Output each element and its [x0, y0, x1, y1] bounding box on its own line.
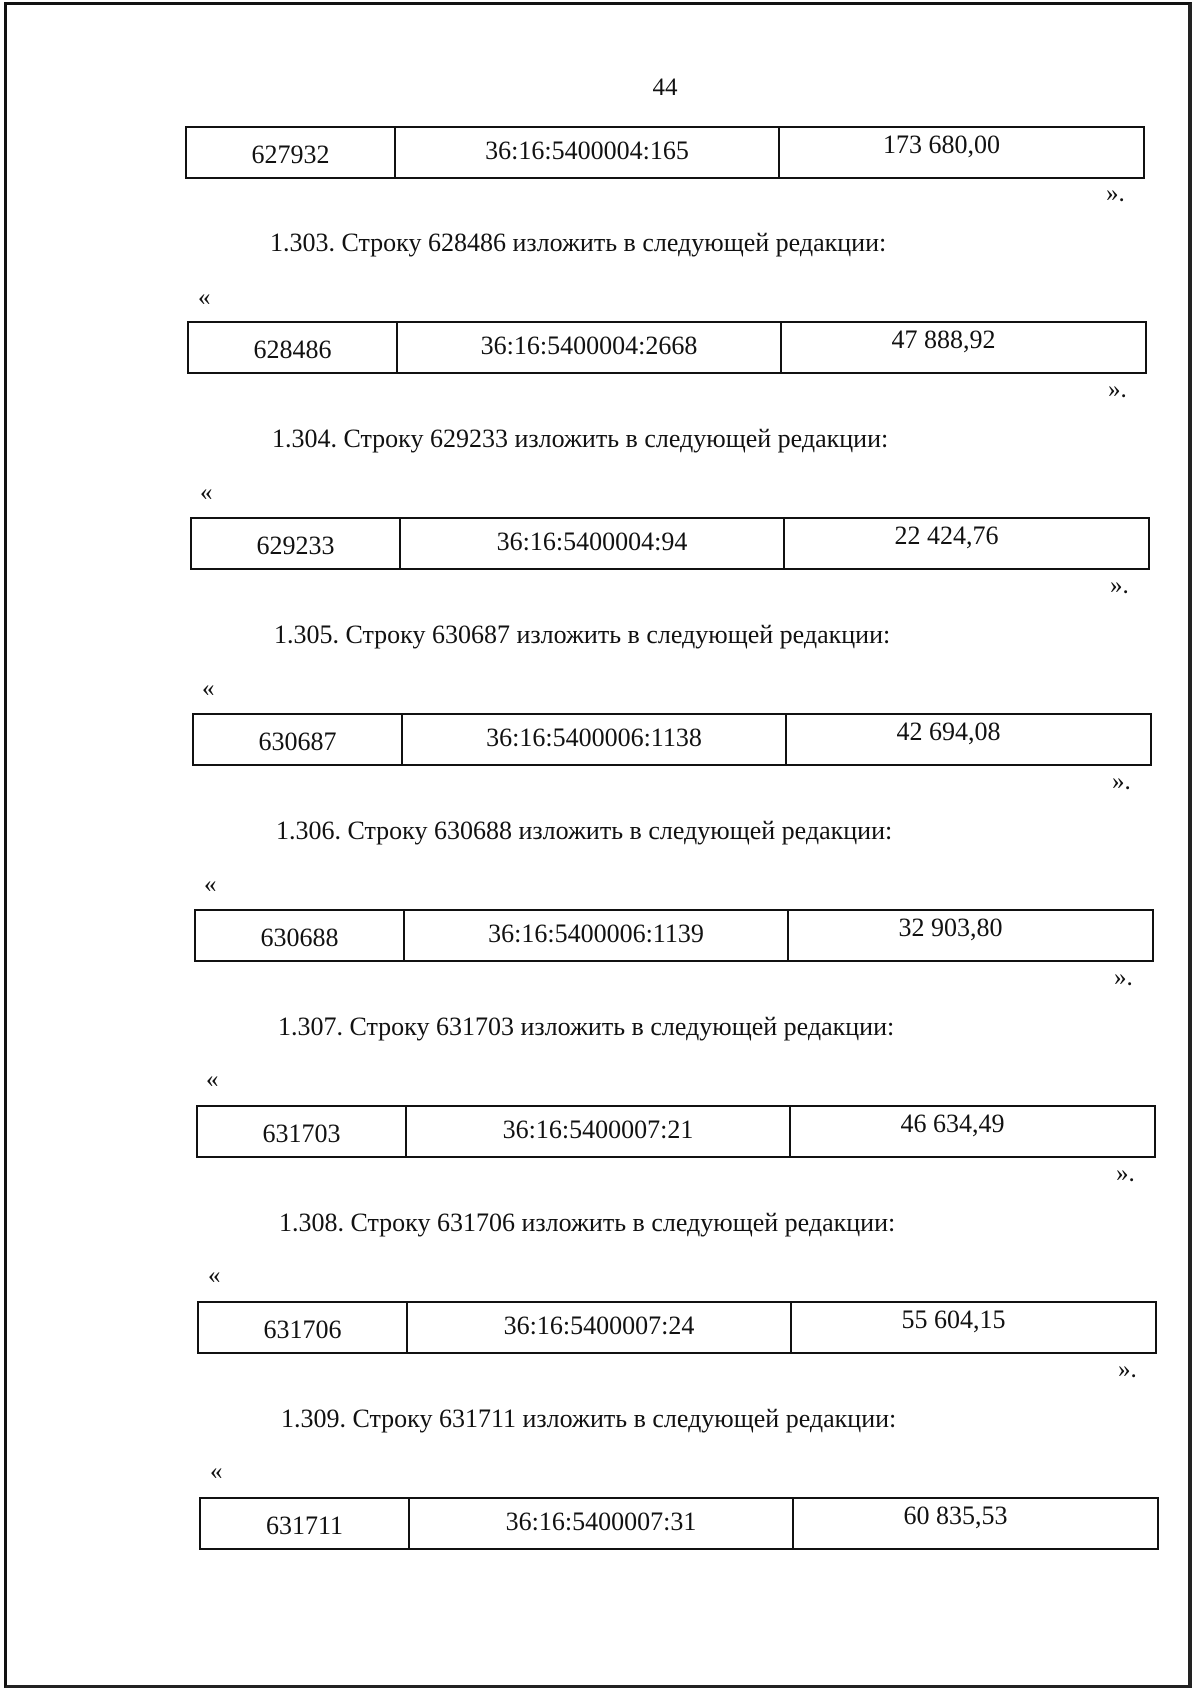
cell-cadastral: 36:16:5400007:24	[408, 1303, 792, 1352]
cell-code: 631711	[201, 1499, 410, 1548]
cell-code: 629233	[192, 519, 401, 568]
section-heading: 1.305. Строку 630687 изложить в следующей редакции:	[274, 620, 891, 649]
cell-cadastral: 36:16:5400004:94	[401, 519, 785, 568]
cell-cadastral: 36:16:5400004:165	[396, 128, 780, 177]
page-number: 44	[652, 74, 678, 101]
cell-cadastral: 36:16:5400004:2668	[398, 323, 782, 372]
closing-quote: ».	[1112, 768, 1131, 795]
closing-quote: ».	[1108, 376, 1127, 403]
cell-code: 628486	[189, 323, 398, 372]
opening-quote: «	[200, 479, 213, 506]
cell-value: 60 835,53	[903, 1501, 1008, 1530]
cell-cadastral: 36:16:5400006:1138	[403, 715, 787, 764]
cell-code: 630687	[194, 715, 403, 764]
opening-quote: «	[202, 675, 215, 702]
cell-value: 47 888,92	[891, 325, 996, 354]
cell-cadastral: 36:16:5400006:1139	[405, 911, 789, 960]
cell-code: 631703	[198, 1107, 407, 1156]
closing-quote: ».	[1106, 180, 1125, 207]
cell-code: 631706	[199, 1303, 408, 1352]
table-row	[196, 1105, 1156, 1158]
cell-value: 55 604,15	[901, 1305, 1006, 1334]
opening-quote: «	[206, 1066, 219, 1093]
cell-code: 627932	[187, 128, 396, 177]
cell-value: 46 634,49	[900, 1109, 1005, 1138]
section-heading: 1.303. Строку 628486 изложить в следующей редакции:	[270, 228, 887, 257]
cell-value: 32 903,80	[898, 913, 1003, 942]
table-row	[192, 713, 1152, 766]
opening-quote: «	[204, 871, 217, 898]
opening-quote: «	[198, 284, 211, 311]
cell-cadastral: 36:16:5400007:21	[407, 1107, 791, 1156]
table-row	[190, 517, 1150, 570]
table-row-first	[185, 126, 1145, 179]
closing-quote: ».	[1118, 1356, 1137, 1383]
cell-cadastral: 36:16:5400007:31	[410, 1499, 794, 1548]
section-heading: 1.307. Строку 631703 изложить в следующей редакции:	[278, 1012, 895, 1041]
section-heading: 1.309. Строку 631711 изложить в следующей редакции:	[281, 1404, 897, 1433]
cell-value: 173 680,00	[883, 130, 1000, 159]
opening-quote: «	[210, 1458, 223, 1485]
table-row	[187, 321, 1147, 374]
cell-value: 42 694,08	[896, 717, 1001, 746]
section-heading: 1.306. Строку 630688 изложить в следующей редакции:	[276, 816, 893, 845]
closing-quote: ».	[1116, 1160, 1135, 1187]
table-row	[199, 1497, 1159, 1550]
table-row	[197, 1301, 1157, 1354]
closing-quote: ».	[1110, 572, 1129, 599]
table-row	[194, 909, 1154, 962]
section-heading: 1.304. Строку 629233 изложить в следующей редакции:	[272, 424, 889, 453]
cell-value: 22 424,76	[894, 521, 999, 550]
cell-code: 630688	[196, 911, 405, 960]
closing-quote: ».	[1114, 964, 1133, 991]
section-heading: 1.308. Строку 631706 изложить в следующей редакции:	[279, 1208, 896, 1237]
opening-quote: «	[208, 1262, 221, 1289]
